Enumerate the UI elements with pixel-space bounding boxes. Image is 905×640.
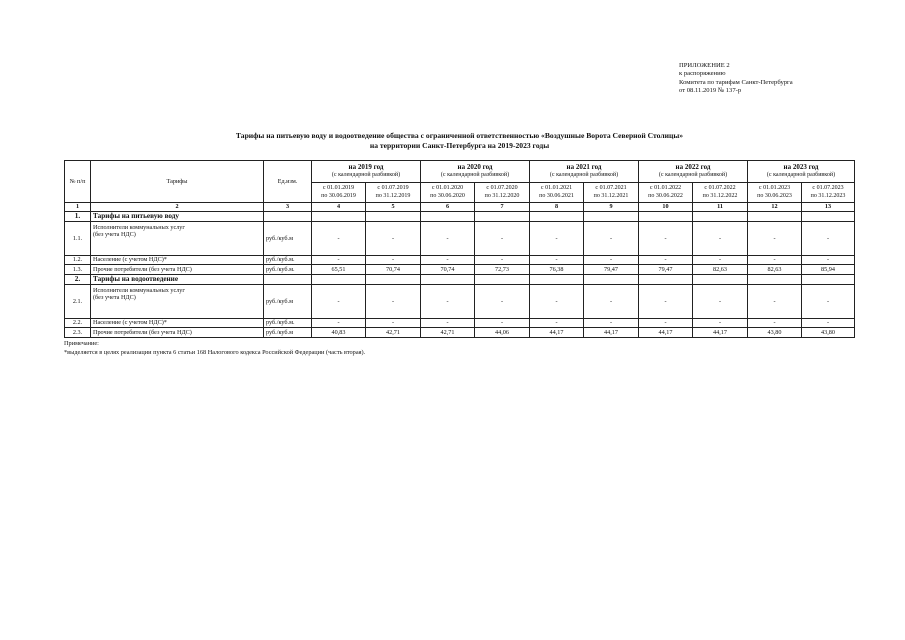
table-cell: 65,51 (312, 265, 366, 275)
table-cell: - (475, 222, 530, 256)
header-year-2019: на 2019 год (с календарной разбивкой) (312, 161, 421, 183)
table-cell: - (639, 285, 693, 319)
colnum: 1 (65, 203, 91, 212)
section-num: 2. (65, 275, 91, 285)
header-year-2021: на 2021 год (с календарной разбивкой) (530, 161, 639, 183)
colnum: 7 (475, 203, 530, 212)
header-year-2023: на 2023 год (с календарной разбивкой) (748, 161, 855, 183)
colnum: 11 (693, 203, 748, 212)
row-label: Население (с учетом НДС)* (91, 256, 264, 265)
colnum: 10 (639, 203, 693, 212)
table-cell: 79,47 (584, 265, 639, 275)
row-unit: руб./куб.м. (264, 319, 312, 328)
table-cell: - (530, 222, 584, 256)
table-cell: 43,80 (748, 328, 802, 338)
table-cell: - (802, 222, 855, 256)
table-cell: - (802, 319, 855, 328)
table-cell: - (639, 222, 693, 256)
table-cell: - (639, 319, 693, 328)
table-cell: - (421, 285, 475, 319)
table-cell: - (312, 319, 366, 328)
table-cell: - (584, 319, 639, 328)
table-cell: - (475, 319, 530, 328)
appendix-header (679, 62, 793, 96)
notes-heading: Примечание: (64, 340, 99, 347)
table-cell: - (584, 256, 639, 265)
period-2023-h2: с 01.07.2023 по 31.12.2023 (802, 183, 855, 203)
table-row (65, 328, 855, 338)
table-cell: - (421, 319, 475, 328)
appendix-date: от 08.11.2019 № 137-р (679, 87, 742, 95)
table-cell: - (693, 285, 748, 319)
footnote-vat: *выделяется в целях реализации пункта 6 статьи 168 Налогового кодекса Российской Федерации (часть вторая). (64, 348, 366, 356)
table-cell: 44,17 (639, 328, 693, 338)
row-num: 2.3. (65, 328, 91, 338)
table-cell: 44,17 (693, 328, 748, 338)
header-num: № п/п (65, 161, 91, 203)
table-cell: - (366, 319, 421, 328)
row-num: 1.3. (65, 265, 91, 275)
table-cell: 82,63 (748, 265, 802, 275)
row-num: 1.2. (65, 256, 91, 265)
colnum: 4 (312, 203, 366, 212)
footnotes (64, 340, 365, 357)
appendix-committee: Комитета по тарифам Санкт-Петербурга (679, 78, 793, 86)
table-cell: - (693, 256, 748, 265)
header-year-2022: на 2022 год (с календарной разбивкой) (639, 161, 748, 183)
header-row-years (65, 161, 855, 183)
colnum: 2 (91, 203, 264, 212)
period-2023-h1: с 01.01.2023 по 30.06.2023 (748, 183, 802, 203)
period-2021-h2: с 01.07.2021 по 31.12.2021 (584, 183, 639, 203)
table-cell: - (693, 319, 748, 328)
table-cell: - (530, 285, 584, 319)
table-cell: 72,73 (475, 265, 530, 275)
table-cell: 44,17 (584, 328, 639, 338)
table-cell: - (421, 222, 475, 256)
table-cell: - (312, 222, 366, 256)
table-cell: 85,94 (802, 265, 855, 275)
row-label: Исполнители коммунальных услуг (без учета НДС) (91, 222, 264, 256)
table-cell: - (366, 222, 421, 256)
period-2020-h1: с 01.01.2020 по 30.06.2020 (421, 183, 475, 203)
table-cell: - (802, 256, 855, 265)
table-cell: 44,06 (475, 328, 530, 338)
period-2019-h1: с 01.01.2019 по 30.06.2019 (312, 183, 366, 203)
row-label: Исполнители коммунальных услуг (без учета НДС) (91, 285, 264, 319)
table-cell: - (748, 256, 802, 265)
table-cell: 70,74 (421, 265, 475, 275)
table-cell: - (802, 285, 855, 319)
colnum: 6 (421, 203, 475, 212)
table-cell: - (584, 285, 639, 319)
table-cell: 70,74 (366, 265, 421, 275)
header-year-2020: на 2020 год (с календарной разбивкой) (421, 161, 530, 183)
table-cell: - (748, 319, 802, 328)
table-row (65, 285, 855, 319)
section-title: Тарифы на питьевую воду (91, 212, 264, 222)
row-num: 1.1. (65, 222, 91, 256)
header-unit: Ед.изм. (264, 161, 312, 203)
table-cell: - (312, 285, 366, 319)
colnum: 5 (366, 203, 421, 212)
table-cell: 42,71 (421, 328, 475, 338)
period-2021-h1: с 01.01.2021 по 30.06.2021 (530, 183, 584, 203)
table-cell: - (530, 256, 584, 265)
row-num: 2.1. (65, 285, 91, 319)
period-2020-h2: с 01.07.2020 по 31.12.2020 (475, 183, 530, 203)
row-unit: руб./куб.м. (264, 256, 312, 265)
tariff-table (64, 160, 855, 338)
table-cell: 82,63 (693, 265, 748, 275)
table-cell: - (639, 256, 693, 265)
table-cell: - (366, 285, 421, 319)
table-cell: 76,38 (530, 265, 584, 275)
table-row (65, 265, 855, 275)
colnum: 12 (748, 203, 802, 212)
colnum: 9 (584, 203, 639, 212)
table-cell: 42,71 (366, 328, 421, 338)
table-cell: 43,80 (802, 328, 855, 338)
header-row-colnums (65, 203, 855, 212)
period-2019-h2: с 01.07.2019 по 31.12.2019 (366, 183, 421, 203)
section-num: 1. (65, 212, 91, 222)
row-unit: руб./куб.м (264, 222, 312, 256)
table-cell: - (312, 256, 366, 265)
appendix-ref: к распоряжению (679, 70, 726, 78)
header-tariffs: Тарифы (91, 161, 264, 203)
colnum: 8 (530, 203, 584, 212)
table-cell: - (748, 222, 802, 256)
row-label: Прочие потребители (без учета НДС) (91, 328, 264, 338)
title-line-1: Тарифы на питьевую воду и водоотведение общества с ограниченной ответственностью «Воздушные Ворота Северной Столицы» (235, 131, 684, 140)
table-row (65, 256, 855, 265)
table-cell: 79,47 (639, 265, 693, 275)
table-cell: - (748, 285, 802, 319)
section-row-wastewater (65, 275, 855, 285)
table-cell: - (421, 256, 475, 265)
table-row (65, 222, 855, 256)
section-title: Тарифы на водоотведение (91, 275, 264, 285)
row-unit: руб./куб.м. (264, 265, 312, 275)
row-label: Прочие потребители (без учета НДС) (91, 265, 264, 275)
table-cell: - (475, 256, 530, 265)
appendix-title: ПРИЛОЖЕНИЕ 2 (679, 62, 730, 69)
row-label: Население (с учетом НДС)* (91, 319, 264, 328)
row-unit: руб./куб.м (264, 285, 312, 319)
table-cell: - (530, 319, 584, 328)
colnum: 13 (802, 203, 855, 212)
document-title (64, 131, 855, 151)
period-2022-h1: с 01.01.2022 по 30.06.2022 (639, 183, 693, 203)
section-row-water (65, 212, 855, 222)
table-cell: 40,83 (312, 328, 366, 338)
table-cell: 44,17 (530, 328, 584, 338)
table-cell: - (366, 256, 421, 265)
table-cell: - (475, 285, 530, 319)
row-unit: руб./куб.м (264, 328, 312, 338)
title-line-2: на территории Санкт-Петербурга на 2019-2023 годы (369, 140, 550, 150)
period-2022-h2: с 01.07.2022 по 31.12.2022 (693, 183, 748, 203)
table-cell: - (693, 222, 748, 256)
table-row (65, 319, 855, 328)
colnum: 3 (264, 203, 312, 212)
table-cell: - (584, 222, 639, 256)
row-num: 2.2. (65, 319, 91, 328)
